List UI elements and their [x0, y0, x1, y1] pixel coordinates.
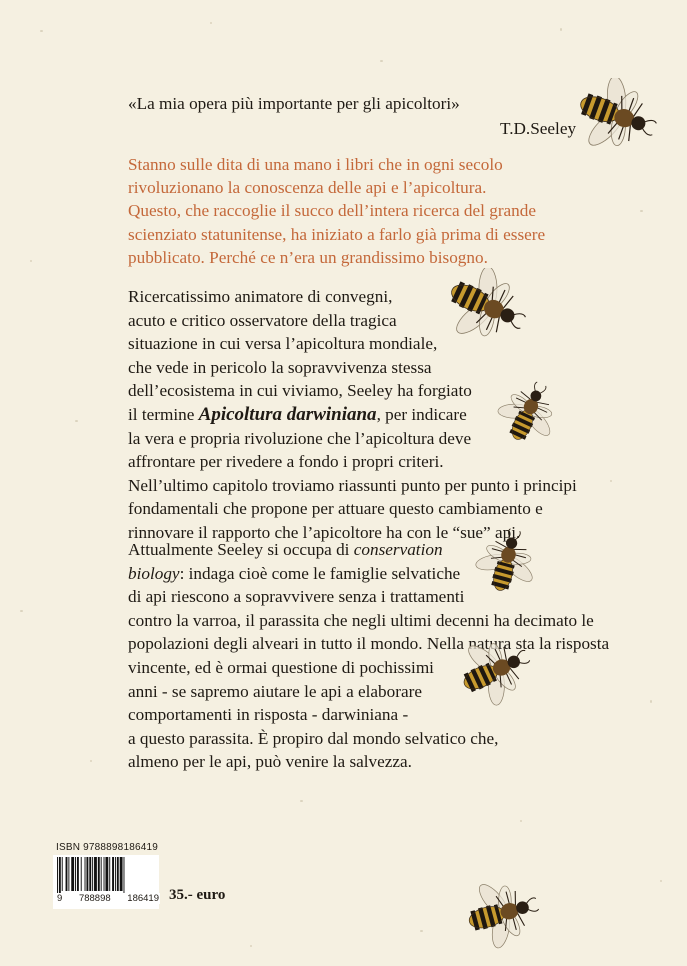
- body-line: vincente, ed è ormai questione di pochissimi: [128, 657, 434, 677]
- barcode-bar: [98, 857, 100, 891]
- body-line: acuto e critico osservatore della tragica: [128, 310, 397, 330]
- barcode-bar: [115, 857, 116, 891]
- barcode-bar: [75, 857, 76, 891]
- barcode-bar: [85, 857, 86, 891]
- barcode-bar: [109, 857, 110, 891]
- isbn-label: ISBN 9788898186419: [56, 842, 159, 853]
- intro-line: scienziato statunitense, ha iniziato a farlo già prima di essere: [128, 224, 546, 244]
- body-line: che vede in pericolo la sopravvivenza stessa: [128, 357, 432, 377]
- barcode-bar: [81, 857, 82, 891]
- italic-term: conservation: [353, 540, 443, 559]
- line-rest: : indaga cioè come le famiglie selvatiche: [179, 563, 461, 583]
- term-suffix: , per indicare: [376, 404, 467, 424]
- barcode-digits: [56, 893, 160, 904]
- barcode-bar: [77, 857, 79, 891]
- intro-paragraph: [128, 153, 545, 269]
- barcode-bar: [59, 857, 61, 897]
- quote-author: T.D.Seeley: [500, 119, 577, 138]
- barcode-bar: [112, 857, 114, 891]
- barcode-bar: [105, 857, 108, 891]
- body-line: di api riescono a sopravvivere senza i trattamenti: [128, 587, 465, 607]
- barcode-bar: [120, 857, 123, 891]
- body-line: affrontare per rivedere a fondo i propri criteri.: [128, 452, 444, 472]
- barcode-bar: [71, 857, 74, 891]
- barcode-digit-group: 9: [57, 893, 63, 904]
- barcode-bar: [117, 857, 119, 891]
- barcode-bar: [124, 857, 125, 897]
- body-line: popolazioni degli alveari in tutto il mondo. Nella natura sta la risposta: [128, 634, 610, 654]
- barcode-bar: [66, 857, 68, 891]
- bee-illustration: [470, 528, 542, 600]
- term-prefix: il termine: [128, 404, 199, 424]
- barcode-digit-group: 788898: [78, 893, 111, 904]
- body-line: rinnovare il rapporto che l’apicoltore ha con le “sue” api.: [128, 522, 521, 542]
- barcode-bar: [104, 857, 105, 891]
- body-line: comportamenti in risposta - darwiniana -: [128, 705, 409, 725]
- barcode-bar: [62, 857, 63, 891]
- barcode-bar: [92, 857, 93, 891]
- body-line: anni - se sapremo aiutare le api a elaborare: [128, 681, 422, 701]
- body-line: la vera e propria rivoluzione che l’apicoltura deve: [128, 428, 472, 448]
- price: 35.- euro: [169, 887, 226, 903]
- body-line: almeno per le api, può venire la salvezza.: [128, 752, 412, 772]
- body-line: Ricercatissimo animatore di convegni,: [128, 287, 393, 306]
- bee-illustration: [492, 380, 562, 450]
- bee-illustration: [568, 78, 658, 150]
- bee-illustration: [438, 268, 528, 340]
- body-line: dell’ecosistema in cui viviamo, Seeley ha forgiato: [128, 381, 472, 401]
- body-line: Nell’ultimo capitolo troviamo riassunti punto per punto i principi: [128, 475, 577, 495]
- line-prefix: Attualmente Seeley si occupa di: [128, 540, 354, 559]
- barcode-bar: [101, 857, 102, 891]
- body-line: situazione in cui versa l’apicoltura mondiale,: [128, 334, 438, 354]
- body-line: a questo parassita. È propiro dal mondo selvatico che,: [128, 728, 499, 748]
- barcode-bar: [94, 857, 97, 891]
- bee-illustration: [452, 636, 532, 708]
- body-line: fondamentali che propone per attuare questo cambiamento e: [128, 499, 543, 519]
- barcode-bar: [89, 857, 91, 891]
- intro-line: pubblicato. Perché ce n’era un grandissimo bisogno.: [128, 247, 488, 267]
- barcode-bar: [86, 857, 88, 891]
- barcode-bars: [53, 857, 159, 897]
- bee-illustration: [458, 878, 540, 950]
- intro-line: rivoluzionano la conoscenza delle api e l’apicoltura.: [128, 178, 487, 198]
- body-line: contro la varroa, il parassita che negli ultimi decenni ha decimato le: [128, 610, 594, 630]
- intro-line: Questo, che raccoglie il succo dell’intera ricerca del grande: [128, 201, 536, 221]
- barcode-digit-group: 186419: [127, 893, 159, 904]
- barcode-bar: [68, 857, 69, 891]
- barcode-bar: [57, 857, 58, 897]
- intro-line: Stanno sulle dita di una mano i libri che in ogni secolo: [128, 155, 503, 174]
- book-term: Apicoltura darwiniana: [198, 403, 377, 425]
- italic-term: biology: [128, 563, 180, 583]
- quote: «La mia opera più importante per gli apicoltori»: [128, 94, 460, 113]
